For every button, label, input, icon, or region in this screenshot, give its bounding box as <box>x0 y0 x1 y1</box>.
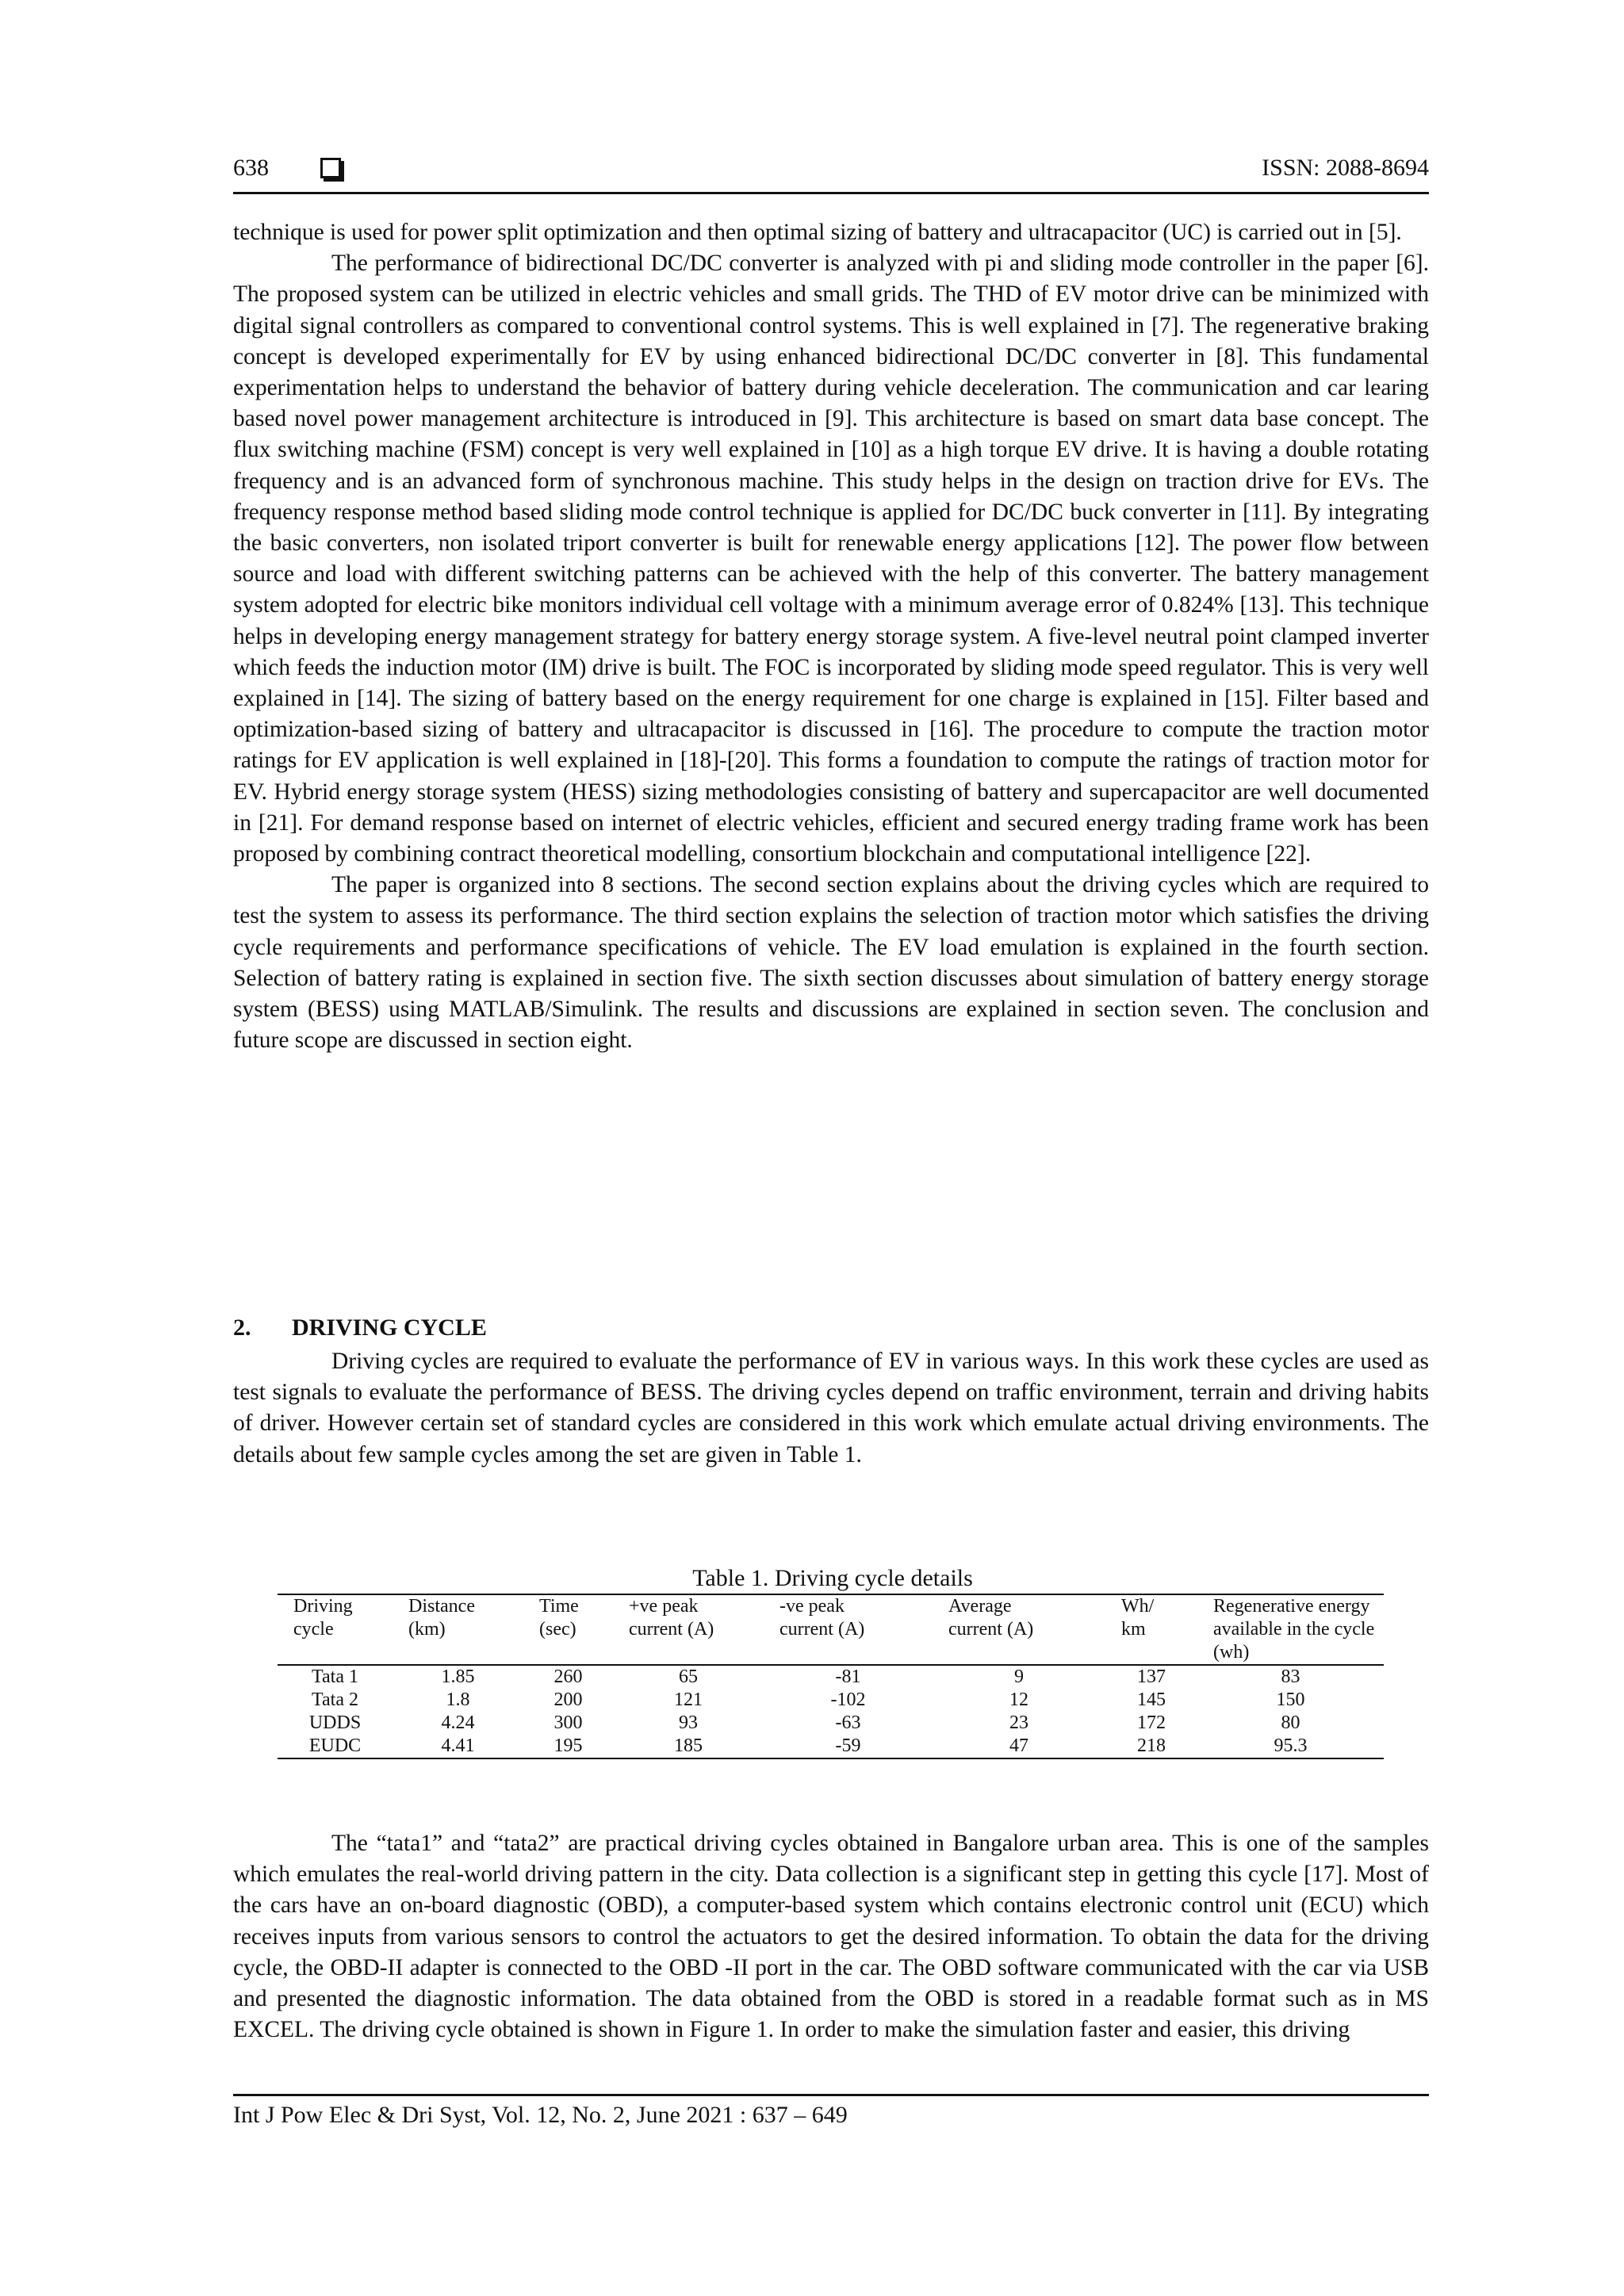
table-cell: 83 <box>1281 1667 1300 1687</box>
footer-rule <box>233 2094 1429 2096</box>
section-text <box>233 1346 1429 1471</box>
table-cell: 95.3 <box>1197 1735 1384 1758</box>
header-rule <box>233 192 1429 194</box>
table-cell: 4.24 <box>441 1712 475 1733</box>
table-cell: 47 <box>933 1735 1105 1758</box>
table-cell: 150 <box>1276 1689 1305 1710</box>
header-cell: available in the cycle (wh) <box>1213 1619 1375 1663</box>
header-cell: Average <box>933 1594 1105 1618</box>
table-caption: Table 1. Driving cycle details <box>692 1565 973 1591</box>
table-cell: EUDC <box>278 1735 393 1758</box>
table-cell: 200 <box>553 1689 583 1710</box>
section-title: DRIVING CYCLE <box>292 1314 487 1341</box>
header-cell: Distance <box>393 1594 523 1618</box>
table-header-row-1 <box>278 1594 1384 1618</box>
table-cell: 23 <box>1009 1712 1028 1733</box>
table-cell: 195 <box>523 1735 613 1758</box>
table-row <box>278 1665 1384 1689</box>
square-box-icon <box>320 158 341 178</box>
table-cell: -102 <box>830 1689 866 1710</box>
table-cell: 9 <box>1014 1667 1024 1687</box>
table-cell: UDDS <box>308 1712 362 1733</box>
page-footer: Int J Pow Elec & Dri Syst, Vol. 12, No. 2, June 2021 : 637 – 649 <box>233 2102 848 2128</box>
header-cell: current (A) <box>629 1619 714 1640</box>
table-cell: 137 <box>1137 1667 1166 1687</box>
table-cell: 145 <box>1137 1689 1166 1710</box>
paragraph: Driving cycles are required to evaluate the performance of EV in various ways. In this work these cycles are used as test signals to evaluate the performance of BESS. The driving cycles depend on traffic environment, terrain and driving habits of driver. However certain set of standard cycles are considered in this work which emulate actual driving environments. The details about few sample cycles among the set are given in Table 1. <box>233 1349 1429 1468</box>
page-header <box>233 155 1429 194</box>
issn-label: ISSN: 2088-8694 <box>1262 155 1429 181</box>
intro-text <box>233 217 1429 1056</box>
table-row <box>278 1712 1384 1735</box>
table-cell: -63 <box>835 1712 861 1733</box>
header-cell: (sec) <box>539 1619 576 1640</box>
section-heading <box>233 1314 487 1341</box>
table-cell: 185 <box>613 1735 764 1758</box>
table-cell: Tata 2 <box>312 1689 358 1710</box>
table-cell: 1.85 <box>441 1667 475 1687</box>
table-cell: 65 <box>679 1667 698 1687</box>
table-cell: 80 <box>1281 1712 1300 1733</box>
table-cell: 172 <box>1137 1712 1166 1733</box>
header-cell: Wh/ <box>1105 1594 1197 1618</box>
table-cell: 300 <box>553 1712 583 1733</box>
table-cell: -59 <box>764 1735 933 1758</box>
table-header-row-2 <box>278 1618 1384 1665</box>
table-cell: 218 <box>1105 1735 1197 1758</box>
header-cell: current (A) <box>779 1619 865 1640</box>
table-cell: 93 <box>679 1712 698 1733</box>
paragraph: The “tata1” and “tata2” are practical driving cycles obtained in Bangalore urban area. This is one of the samples which emulates the real-world driving pattern in the city. Data collection is a significant step in getting this cycle [17]. Most of the cars have an on-board diagnostic (OBD), a computer-based system which contains electronic control unit (ECU) which receives inputs from various sensors to control the actuators to get the desired information. To obtain the data for the driving cycle, the OBD-II adapter is connected to the OBD -II port in the car. The OBD software communicated with the car via USB and presented the diagnostic information. The data obtained from the OBD is stored in a readable format such as in MS EXCEL. The driving cycle obtained is shown in Figure 1. In order to make the simulation faster and easier, this driving <box>233 1831 1429 2043</box>
header-cell: Time <box>523 1594 613 1618</box>
table-row <box>278 1689 1384 1712</box>
header-cell: (km) <box>408 1619 446 1640</box>
table-cell: 121 <box>674 1689 703 1710</box>
table-cell: 4.41 <box>393 1735 523 1758</box>
section-number: 2. <box>233 1314 251 1341</box>
table-cell: -81 <box>835 1667 861 1687</box>
paragraph: The paper is organized into 8 sections. The second section explains about the driving cycles which are required to test the system to assess its performance. The third section explains the selection of traction motor which satisfies the driving cycle requirements and performance specifications of vehicle. The EV load emulation is explained in the fourth section. Selection of battery rating is explained in section five. The sixth section discusses about simulation of battery energy storage system (BESS) using MATLAB/Simulink. The results and discussions are explained in section seven. The conclusion and future scope are discussed in section eight. <box>233 872 1429 1054</box>
paragraph: technique is used for power split optimization and then optimal sizing of battery and ultracapacitor (UC) is carried out in [5]. <box>233 220 1402 245</box>
driving-cycle-table <box>278 1594 1384 1759</box>
table-cell: 1.8 <box>446 1689 470 1710</box>
header-cell: Driving <box>278 1594 393 1618</box>
paragraph: The performance of bidirectional DC/DC converter is analyzed with pi and sliding mode controller in the paper [6]. The proposed system can be utilized in electric vehicles and small grids. The THD of EV motor drive can be minimized with digital signal controllers as compared to conventional control systems. This is well explained in [7]. The regenerative braking concept is developed experimentally for EV by using enhanced bidirectional DC/DC converter in [8]. This fundamental experimentation helps to understand the behavior of battery during vehicle deceleration. The communication and car learing based novel power management architecture is introduced in [9]. This architecture is based on smart data base concept. The flux switching machine (FSM) concept is very well explained in [10] as a high torque EV drive. It is having a double rotating frequency and is an advanced form of synchronous machine. This study helps in the design on traction drive for EVs. The frequency response method based sliding mode control technique is applied for DC/DC buck converter in [11]. By integrating the basic converters, non isolated triport converter is built for renewable energy applications [12]. The power flow between source and load with different switching patterns can be achieved with the help of this converter. The battery management system adopted for electric bike monitors individual cell voltage with a minimum average error of 0.824% [13]. This technique helps in developing energy management strategy for battery energy storage system. A five-level neutral point clamped inverter which feeds the induction motor (IM) drive is built. The FOC is incorporated by sliding mode speed regulator. This is very well explained in [14]. The sizing of battery based on the energy requirement for one charge is explained in [15]. Filter based and optimization-based sizing of battery and ultracapacitor is discussed in [16]. The procedure to compute the traction motor ratings for EV application is well explained in [18]-[20]. This forms a foundation to compute the ratings of traction motor for EV. Hybrid energy storage system (HESS) sizing methodologies consisting of battery and supercapacitor are well documented in [21]. For demand response based on internet of electric vehicles, efficient and secured energy trading frame work has been proposed by combining contract theoretical modelling, consortium blockchain and computational intelligence [22]. <box>233 251 1429 867</box>
header-cell: cycle <box>293 1619 334 1640</box>
table-cell: 12 <box>1009 1689 1028 1710</box>
page-number: 638 <box>233 155 269 181</box>
header-cell: Regenerative energy <box>1197 1594 1384 1618</box>
header-cell: -ve peak <box>764 1594 933 1618</box>
table-cell: 260 <box>553 1667 583 1687</box>
table-row <box>278 1735 1384 1758</box>
header-cell: km <box>1121 1619 1146 1640</box>
header-cell: +ve peak <box>613 1594 764 1618</box>
table-cell: Tata 1 <box>312 1667 358 1687</box>
section-text-continued <box>233 1828 1429 2045</box>
header-cell: current (A) <box>948 1619 1034 1640</box>
